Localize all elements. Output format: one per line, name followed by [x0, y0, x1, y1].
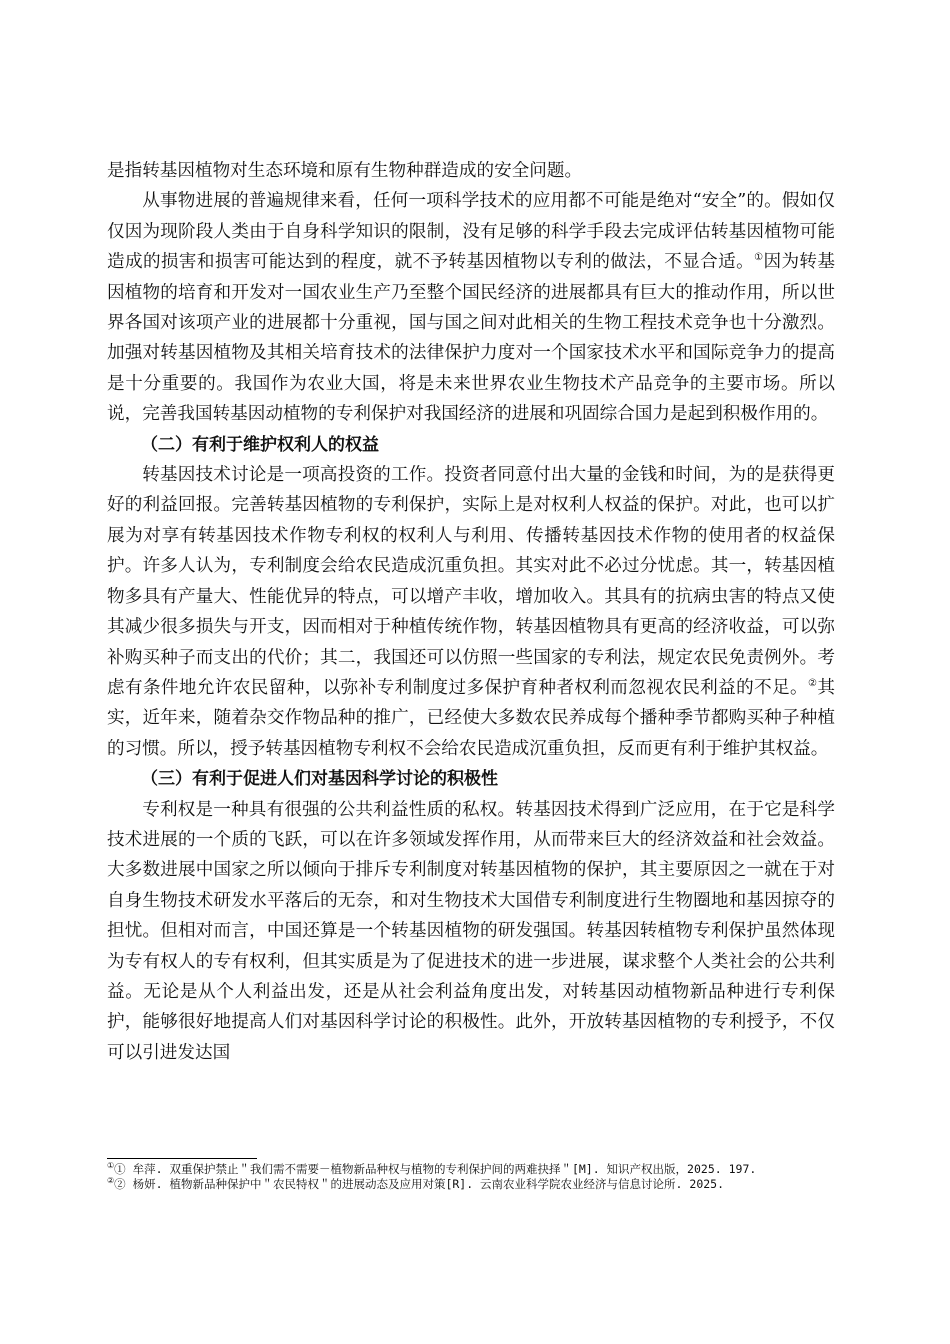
section-heading-3: （三）有利于促进人们对基因科学讨论的积极性 — [141, 769, 498, 790]
footnote-mark: ① — [107, 1161, 115, 1171]
body-text — [107, 156, 835, 1068]
paragraph-text: 从事物进展的普遍规律来看，任何一项科学技术的应用都不可能是绝对“安全”的。假如仅仅因为现阶段人类由于自身科学知识的限制，没有足够的科学手段去完成评估转基因植物可能造成的损害和损害可能达到的程度，就不予转基因植物以专利的做法，不显合适。 — [107, 191, 835, 273]
footnote-1 — [107, 1162, 835, 1177]
paragraph-text: 转基因技术讨论是一项高投资的工作。投资者同意付出大量的金钱和时间，为的是获得更好的利益回报。完善转基因植物的专利保护，实际上是对权利人权益的保护。对此，也可以扩展为对享有转基因技术作物专利权的权利人与利用、传播转基因技术作物的使用者的权益保护。许多人认为，专利制度会给农民造成沉重负担。其实对此不必过分忧虑。其一，转基因植物多具有产量大、性能优异的特点，可以增产丰收，增加收入。其具有的抗病虫害的特点又使其减少很多损失与开支，因而相对于种植传统作物，转基因植物具有更高的经济收益，可以弥补购买种子而支出的代价；其二，我国还可以仿照一些国家的专利法，规定农民免责例外。考虑有条件地允许农民留种，以弥补专利制度过多保护育种者权利而忽视农民利益的不足。 — [107, 465, 835, 698]
paragraph-continuation: 是指转基因植物对生态环境和原有生物种群造成的安全问题。 — [107, 161, 583, 181]
footnote-divider — [107, 1158, 257, 1159]
footnote-ref-2: ② — [808, 678, 818, 690]
paragraph-research: 专利权是一种具有很强的公共利益性质的私权。转基因技术得到广泛应用，在于它是科学技术进展的一个质的飞跃，可以在许多领域发挥作用，从而带来巨大的经济效益和社会效益。大多数进展中国家之所以倾向于排斥专利制度对转基因植物的保护，其主要原因之一就在于对自身生物技术研发水平落后的无奈，和对生物技术大国借专利制度进行生物圈地和基因掠夺的担忧。但相对而言，中国还算是一个转基因植物的研发强国。转基因转植物专利保护虽然体现为专有权人的专有权利，但其实质是为了促进技术的进一步进展，谋求整个人类社会的公共利益。无论是从个人利益出发，还是从社会利益角度出发，对转基因动植物新品种进行专利保护，能够很好地提高人们对基因科学讨论的积极性。此外，开放转基因植物的专利授予，不仅可以引进发达国 — [107, 799, 835, 1063]
footnotes — [107, 1162, 835, 1191]
footnote-text: ① 牟萍. 双重保护禁止＂我们需不需要－植物新品种权与植物的专利保护间的两难抉择＂[M]. 知识产权出版，2025. 197. — [114, 1162, 757, 1176]
paragraph-safety — [107, 186, 835, 429]
paragraph-rights — [107, 460, 835, 764]
section-heading-2: （二）有利于维护权利人的权益 — [141, 434, 379, 455]
footnote-ref-1: ① — [754, 252, 764, 264]
footnote-mark: ② — [107, 1175, 115, 1185]
paragraph-text: 因为转基因植物的培育和开发对一国农业生产乃至整个国民经济的进展都具有巨大的推动作用，所以世界各国对该项产业的进展都十分重视，国与国之间对此相关的生物工程技术竞争也十分激烈。加强对转基因植物及其相关培育技术的法律保护力度对一个国家技术水平和国际竞争力的提高是十分重要的。我国作为农业大国，将是未来世界农业生物技术产品竞争的主要市场。所以说，完善我国转基因动植物的专利保护对我国经济的进展和巩固综合国力是起到积极作用的。 — [107, 252, 835, 425]
paragraph-text: 其实，近年来，随着杂交作物品种的推广，已经使大多数农民养成每个播种季节都购买种子种植的习惯。所以，授予转基因植物专利权不会给农民造成沉重负担，反而更有利于维护其权益。 — [107, 677, 835, 759]
footnote-2 — [107, 1177, 835, 1192]
footnote-text: ② 杨妍. 植物新品种保护中＂农民特权＂的进展动态及应用对策[R]. 云南农业科学院农业经济与信息讨论所. 2025. — [114, 1176, 725, 1191]
